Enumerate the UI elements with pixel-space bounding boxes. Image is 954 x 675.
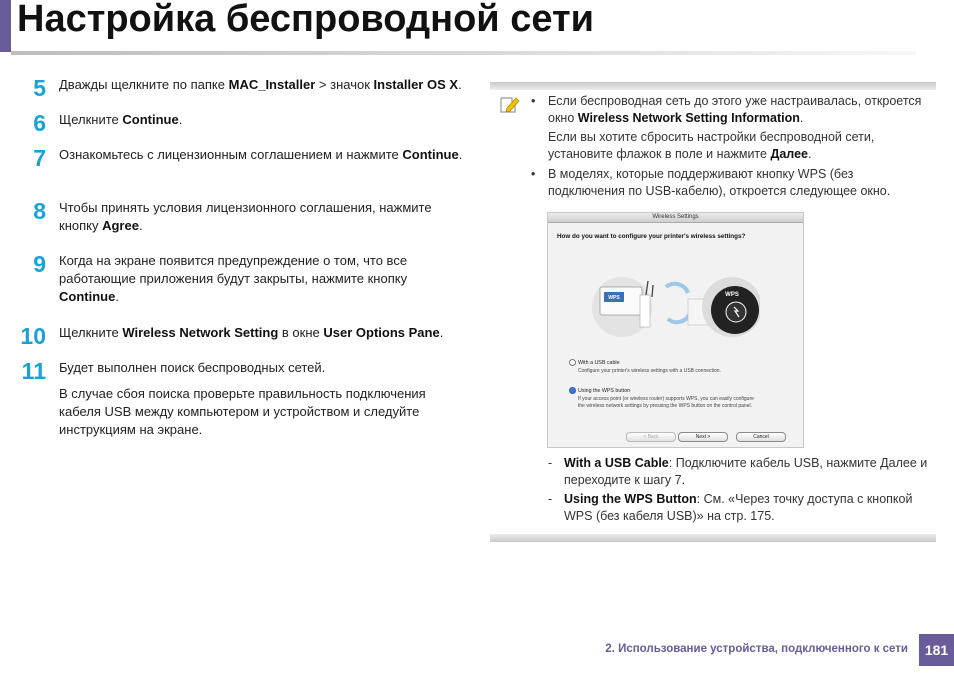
printer-router-wps-icon — [590, 265, 760, 347]
step-number: 6 — [33, 110, 46, 136]
title-divider — [11, 51, 916, 55]
note-top-border — [490, 82, 936, 90]
option-label: Using the WPS button — [578, 387, 631, 394]
text: Ознакомьтесь с лицензионным соглашением и нажмите — [59, 147, 403, 162]
cancel-button[interactable]: Cancel — [736, 432, 786, 442]
text: Щелкните — [59, 325, 123, 340]
text: . — [138, 218, 143, 233]
dash: - — [548, 492, 553, 506]
step-number: 7 — [33, 145, 46, 171]
title-accent-bar — [0, 0, 11, 52]
step-text — [59, 146, 469, 164]
step-number: 11 — [21, 358, 46, 384]
text: Когда на экране появится предупреждение о том, что все работающие приложения будут закрыты, нажмите кнопку — [59, 253, 408, 286]
footer-chapter-title: 2. Использование устройства, подключенного к сети — [605, 643, 908, 655]
wps-button-label: WPS — [725, 292, 739, 298]
step-note-text: В случае сбоя поиска проверьте правильность подключения кабеля USB между компьютером и устройством и следуйте инструкциям на экране. — [59, 386, 426, 437]
button-name: Далее — [770, 147, 808, 161]
note-pencil-icon — [498, 94, 520, 116]
step-text — [59, 359, 469, 439]
step-number: 5 — [33, 75, 46, 101]
text: . — [178, 112, 183, 127]
text: . — [458, 147, 463, 162]
window-name: User Options Pane — [323, 325, 440, 340]
button-name: Continue — [122, 112, 179, 127]
text: Будет выполнен поиск беспроводных сетей. — [59, 360, 326, 375]
next-button[interactable]: Next > — [678, 432, 728, 442]
text: . — [458, 77, 462, 92]
note-bottom-border — [490, 534, 936, 542]
text: . — [439, 325, 444, 340]
text: Дважды щелкните по папке — [59, 77, 229, 92]
wps-illustration — [590, 265, 760, 347]
dialog-title-bar: Wireless Settings — [548, 213, 803, 223]
note-item-2 — [532, 166, 932, 200]
step-text — [59, 252, 469, 306]
dash: - — [548, 456, 553, 470]
usb-cable-option[interactable] — [569, 359, 620, 366]
text: Щелкните — [59, 112, 123, 127]
text: . — [807, 147, 812, 161]
option-name: With a USB Cable — [564, 456, 669, 470]
step-number: 10 — [20, 323, 46, 349]
wps-option-desc — [578, 396, 754, 410]
bullet: • — [531, 94, 536, 108]
page-title: Настройка беспроводной сети — [17, 0, 594, 40]
step-text — [59, 76, 469, 94]
dialog-question: How do you want to configure your printer's wireless settings? — [557, 233, 746, 240]
text: Если беспроводная сеть до этого уже настраивалась, откроется окно — [548, 94, 922, 125]
note-item-1 — [532, 93, 932, 163]
text: : См. «Через точку доступа с кнопкой WPS (без кабеля USB)» на стр. 175. — [564, 492, 913, 523]
option-name: Using the WPS Button — [564, 492, 697, 506]
button-name: Agree — [102, 218, 139, 233]
usb-cable-note — [548, 455, 938, 489]
bullet: • — [531, 167, 536, 181]
text: В моделях, которые поддерживают кнопку WPS (без подключения по USB-кабелю), откроется следующее окно. — [548, 167, 891, 198]
step-text — [59, 111, 469, 129]
option-label: With a USB cable — [578, 359, 620, 366]
radio-unselected-icon[interactable] — [569, 359, 576, 366]
window-name: Wireless Network Setting Information — [577, 111, 800, 125]
page-number: 181 — [919, 634, 954, 666]
step-number: 9 — [33, 251, 46, 277]
wireless-settings-screenshot — [547, 212, 804, 448]
text: : Подключите кабель USB, нажмите Далее и переходите к шагу 7. — [564, 456, 928, 487]
printer-wps-label: WPS — [608, 295, 620, 301]
button-name: Continue — [402, 147, 459, 162]
desc-line: If your access point (or wireless router) supports WPS, you can easily configure — [578, 396, 754, 402]
wps-button-option[interactable] — [569, 387, 630, 394]
usb-option-desc: Configure your printer's wireless settings with a USB connection. — [578, 368, 721, 374]
folder-name: MAC_Installer — [228, 77, 316, 92]
back-button[interactable]: < Back — [626, 432, 676, 442]
radio-selected-icon[interactable] — [569, 387, 576, 394]
text: Если вы хотите сбросить настройки беспроводной сети, установите флажок в поле и нажмите — [548, 130, 875, 161]
text: . — [115, 289, 119, 304]
step-text — [59, 199, 469, 235]
button-name: Continue — [59, 289, 116, 304]
wps-button-note — [548, 491, 938, 525]
text: Чтобы принять условия лицензионного соглашения, нажмите кнопку — [59, 200, 432, 233]
step-number: 8 — [33, 198, 46, 224]
text: в окне — [278, 325, 324, 340]
icon-name: Installer OS X — [373, 77, 459, 92]
text: > значок — [315, 77, 374, 92]
step-text — [59, 324, 469, 342]
desc-line: the wireless network settings by pressing the WPS button on the control panel. — [578, 403, 752, 409]
text: . — [799, 111, 804, 125]
menu-name: Wireless Network Setting — [122, 325, 279, 340]
